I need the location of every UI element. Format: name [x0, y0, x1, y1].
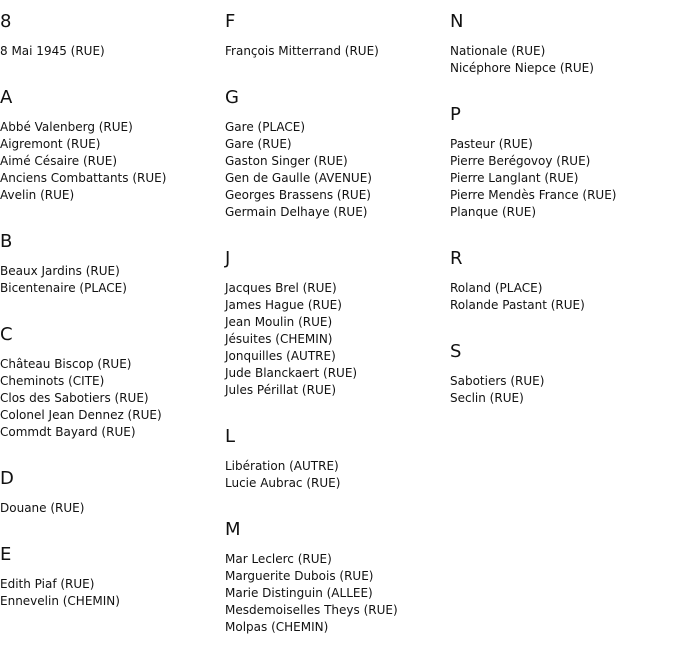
letter-group — [225, 76, 445, 237]
street-link[interactable]: Jésuites (CHEMIN) — [225, 332, 333, 346]
street-link[interactable]: Jean Moulin (RUE) — [225, 315, 333, 329]
street-link[interactable]: Bicentenaire (PLACE) — [0, 281, 127, 295]
letter-heading: G — [225, 87, 239, 108]
letter-group — [0, 533, 220, 626]
group-spacer — [225, 60, 445, 76]
street-link[interactable]: Planque (RUE) — [450, 205, 537, 219]
street-link[interactable]: Pierre Berégovoy (RUE) — [450, 154, 591, 168]
letter-group — [225, 0, 445, 76]
group-spacer — [450, 221, 670, 237]
letter-group — [450, 93, 670, 237]
street-link[interactable]: Gare (RUE) — [225, 137, 292, 151]
index-column-3 — [450, 0, 670, 423]
letter-group — [225, 415, 445, 508]
street-list — [450, 43, 670, 77]
street-link[interactable]: Jacques Brel (RUE) — [225, 281, 337, 295]
group-spacer — [225, 221, 445, 237]
letter-group — [225, 237, 445, 415]
street-link[interactable]: Avelin (RUE) — [0, 188, 75, 202]
street-link[interactable]: Nationale (RUE) — [450, 44, 546, 58]
letter-heading: 8 — [0, 11, 12, 32]
street-list — [0, 263, 220, 297]
street-list — [225, 551, 445, 636]
letter-heading: L — [225, 426, 236, 447]
group-spacer — [225, 492, 445, 508]
group-spacer — [0, 60, 220, 76]
street-link[interactable]: Commdt Bayard (RUE) — [0, 425, 136, 439]
street-link[interactable]: Cheminots (CITE) — [0, 374, 105, 388]
street-link[interactable]: Lucie Aubrac (RUE) — [225, 476, 341, 490]
street-list — [0, 356, 220, 441]
street-link[interactable]: Sabotiers (RUE) — [450, 374, 545, 388]
street-link[interactable]: Clos des Sabotiers (RUE) — [0, 391, 149, 405]
street-link[interactable]: Georges Brassens (RUE) — [225, 188, 371, 202]
group-spacer — [450, 77, 670, 93]
street-link[interactable]: Beaux Jardins (RUE) — [0, 264, 120, 278]
letter-group — [225, 508, 445, 652]
letter-heading: A — [0, 87, 13, 108]
street-link[interactable]: Pierre Langlant (RUE) — [450, 171, 579, 185]
street-link[interactable]: Jonquilles (AUTRE) — [225, 349, 336, 363]
letter-heading: N — [450, 11, 464, 32]
letter-group — [450, 237, 670, 330]
street-list — [0, 576, 220, 610]
group-spacer — [0, 610, 220, 626]
street-list — [0, 500, 220, 517]
street-link[interactable]: Ennevelin (CHEMIN) — [0, 594, 120, 608]
letter-group — [0, 220, 220, 313]
letter-heading: E — [0, 544, 12, 565]
index-column-2 — [225, 0, 445, 652]
street-link[interactable]: Gen de Gaulle (AVENUE) — [225, 171, 372, 185]
letter-heading: D — [0, 468, 14, 489]
letter-heading: P — [450, 104, 461, 125]
index-column-1 — [0, 0, 220, 626]
group-spacer — [225, 399, 445, 415]
street-list — [225, 280, 445, 399]
street-list — [450, 373, 670, 407]
group-spacer — [0, 204, 220, 220]
street-link[interactable]: Gare (PLACE) — [225, 120, 306, 134]
street-link[interactable]: Colonel Jean Dennez (RUE) — [0, 408, 162, 422]
street-list — [225, 458, 445, 492]
street-link[interactable]: Marie Distinguin (ALLEE) — [225, 586, 373, 600]
letter-heading: F — [225, 11, 236, 32]
street-link[interactable]: 8 Mai 1945 (RUE) — [0, 44, 105, 58]
letter-group — [0, 0, 220, 76]
street-link[interactable]: Marguerite Dubois (RUE) — [225, 569, 374, 583]
street-list — [450, 136, 670, 221]
street-list — [0, 119, 220, 204]
group-spacer — [450, 314, 670, 330]
letter-heading: M — [225, 519, 241, 540]
street-link[interactable]: Aimé Césaire (RUE) — [0, 154, 118, 168]
street-link[interactable]: François Mitterrand (RUE) — [225, 44, 379, 58]
group-spacer — [0, 517, 220, 533]
street-link[interactable]: James Hague (RUE) — [225, 298, 342, 312]
street-link[interactable]: Mar Leclerc (RUE) — [225, 552, 332, 566]
street-link[interactable]: Edith Piaf (RUE) — [0, 577, 95, 591]
street-link[interactable]: Pasteur (RUE) — [450, 137, 533, 151]
letter-group — [450, 0, 670, 93]
group-spacer — [450, 407, 670, 423]
street-link[interactable]: Abbé Valenberg (RUE) — [0, 120, 133, 134]
street-list — [0, 43, 220, 60]
letter-group — [0, 76, 220, 220]
street-link[interactable]: Libération (AUTRE) — [225, 459, 339, 473]
letter-heading: R — [450, 248, 463, 269]
group-spacer — [0, 297, 220, 313]
street-link[interactable]: Jude Blanckaert (RUE) — [225, 366, 358, 380]
letter-heading: J — [225, 248, 231, 269]
street-link[interactable]: Jules Périllat (RUE) — [225, 383, 336, 397]
letter-group — [450, 330, 670, 423]
street-link[interactable]: Gaston Singer (RUE) — [225, 154, 348, 168]
street-link[interactable]: Mesdemoiselles Theys (RUE) — [225, 603, 398, 617]
street-link[interactable]: Rolande Pastant (RUE) — [450, 298, 585, 312]
street-link[interactable]: Aigremont (RUE) — [0, 137, 101, 151]
letter-group — [0, 457, 220, 533]
street-link[interactable]: Nicéphore Niepce (RUE) — [450, 61, 594, 75]
street-link[interactable]: Seclin (RUE) — [450, 391, 524, 405]
street-list — [225, 43, 445, 60]
street-link[interactable]: Douane (RUE) — [0, 501, 85, 515]
letter-heading: C — [0, 324, 13, 345]
group-spacer — [0, 441, 220, 457]
street-link[interactable]: Germain Delhaye (RUE) — [225, 205, 368, 219]
street-link[interactable]: Pierre Mendès France (RUE) — [450, 188, 617, 202]
letter-group — [0, 313, 220, 457]
street-link[interactable]: Molpas (CHEMIN) — [225, 620, 329, 634]
street-link[interactable]: Roland (PLACE) — [450, 281, 543, 295]
group-spacer — [225, 636, 445, 652]
street-list — [450, 280, 670, 314]
letter-heading: B — [0, 231, 13, 252]
street-link[interactable]: Château Biscop (RUE) — [0, 357, 132, 371]
street-link[interactable]: Anciens Combattants (RUE) — [0, 171, 167, 185]
street-list — [225, 119, 445, 221]
letter-heading: S — [450, 341, 462, 362]
